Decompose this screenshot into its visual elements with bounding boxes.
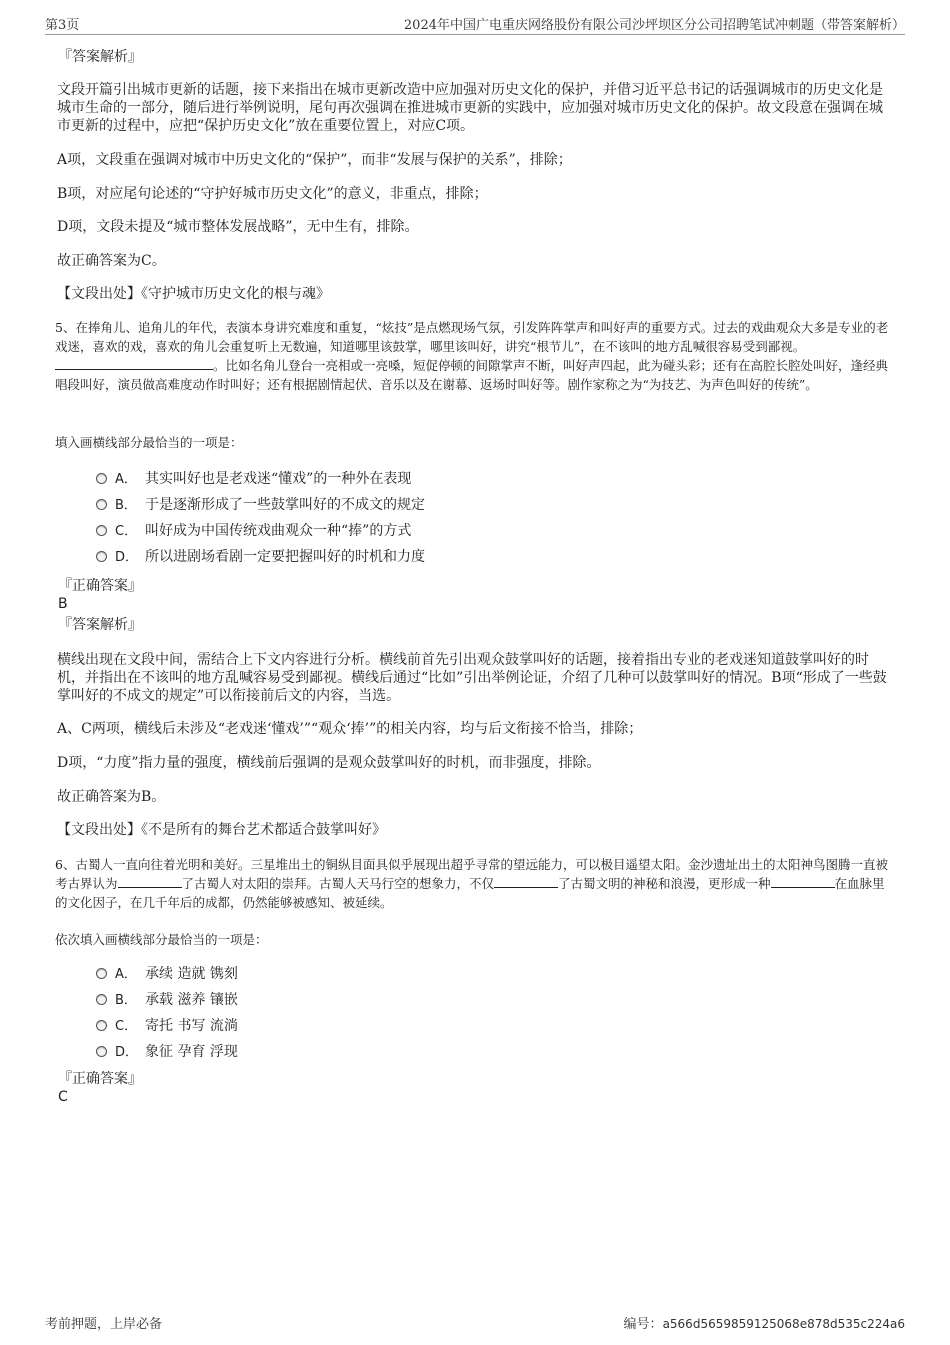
q5-option-d[interactable]: D． 所以进剧场看剧一定要把握叫好的时机和力度 [96, 548, 425, 567]
footer-code-value: a566d5659859125068e878d535c224a6 [662, 1317, 905, 1331]
document-title: 2024年中国广电重庆网络股份有限公司沙坪坝区分公司招聘笔试冲刺题（带答案解析） [403, 18, 905, 33]
q6-fill-blank-3 [771, 874, 835, 888]
q5-source: 【文段出处】《不是所有的舞台艺术都适合鼓掌叫好》 [57, 822, 386, 838]
q4-analysis-paragraph: 文段开篇引出城市更新的话题，接下来指出在城市更新改造中应加强对历史文化的保护，并借习近平总书记的话强调城市的历史文化是城市生命的一部分，随后进行举例说明，尾句再次强调在推进城市更新的实践中，应加强对城市历史文化的保护。故文段意在强调在城市更新的过程中，应把“保护历史文化”放在重要位置上，对应C项。 [57, 82, 883, 134]
q6-stem: 6、古蜀人一直向往着光明和美好。三星堆出土的铜纵目面具似乎展现出超乎寻常的望远能力，可以极目遥望太阳。金沙遗址出土的太阳神鸟图腾一直被考古界认为 了古蜀人对太阳的崇拜。古蜀人天马行空的想象力，不仅 了古蜀文明的神秘和浪漫，更形成一种 在血脉里的文化因子，在几千年后的成都，仍然能够被感知、被延续。 [55, 857, 888, 910]
q5-fill-blank [55, 356, 213, 370]
footer-code [624, 1313, 905, 1332]
q4-analysis-option-b: B项，对应尾句论述的“守护好城市历史文化”的意义，非重点，排除； [57, 186, 488, 202]
q6-option-b[interactable]: B． 承载 滋养 镶嵌 [96, 991, 238, 1010]
q6-option-c[interactable]: C． 寄托 书写 流淌 [96, 1017, 238, 1036]
q5-stem-before-blank: 5、在捧角儿、追角儿的年代，表演本身讲究难度和重复，“炫技”是点燃现场气氛，引发阵阵掌声和叫好声的重要方式。过去的戏曲观众大多是专业的老戏迷，喜欢的戏，喜欢的角儿会重复听上无数遍，知道哪里该鼓掌，哪里该叫好，讲究“根节儿”，在不该叫的地方乱喊很容易受到鄙视。 [55, 320, 889, 354]
q4-conclusion: 故正确答案为C。 [57, 253, 166, 269]
q6-answer-label: 『正确答案』 [58, 1071, 142, 1087]
q4-analysis-option-d: D项，文段未提及“城市整体发展战略”，无中生有，排除。 [57, 219, 419, 235]
radio-icon[interactable] [96, 1046, 107, 1057]
q5-conclusion: 故正确答案为B。 [57, 789, 166, 805]
radio-icon[interactable] [96, 551, 107, 562]
q6-fill-blank-2 [494, 874, 558, 888]
q5-stem [55, 318, 895, 394]
radio-icon[interactable] [96, 968, 107, 979]
q5-analysis-option-d: D项，“力度”指力量的强度，横线前后强调的是观众鼓掌叫好的时机，而非强度，排除。 [57, 755, 601, 771]
q5-option-c[interactable]: C． 叫好成为中国传统戏曲观众一种“捧”的方式 [96, 522, 411, 541]
radio-icon[interactable] [96, 1020, 107, 1031]
q6-option-d[interactable]: D． 象征 孕育 浮现 [96, 1043, 238, 1062]
footer-code-label: 编号： [623, 1317, 663, 1332]
radio-icon[interactable] [96, 525, 107, 536]
q5-analysis-paragraph: 横线出现在文段中间，需结合上下文内容进行分析。横线前首先引出观众鼓掌叫好的话题，接着指出专业的老戏迷知道鼓掌叫好的时机，并指出在不该叫的地方乱喊容易受到鄙视。横线后通过“比如”引出举例论证，介绍了几种可以鼓掌叫好的情况。B项“形成了一些鼓掌叫好的不成文的规定”可以衔接前后文的内容，当选。 [57, 652, 887, 704]
q6-fill-blank-1 [118, 874, 182, 888]
q5-prompt: 填入画横线部分最恰当的一项是： [55, 435, 243, 450]
q6-answer: C [58, 1089, 68, 1105]
q4-source: 【文段出处】《守护城市历史文化的根与魂》 [57, 286, 330, 302]
radio-icon[interactable] [96, 499, 107, 510]
q4-analysis-option-a: A项，文段重在强调对城市中历史文化的“保护”，而非“发展与保护的关系”，排除； [57, 152, 572, 168]
q5-analysis-label: 『答案解析』 [58, 617, 142, 633]
q5-stem-after-blank: 。比如名角儿登台一亮相或一亮嗓，短促停顿的间隙掌声不断，叫好声四起，此为碰头彩；还有在高腔长腔处叫好，逢经典唱段叫好，演员做高难度动作时叫好；还有根据剧情起伏、音乐以及在谢幕、返场时叫好等。剧作家称之为“为技艺、为声色叫好的传统”。 [55, 358, 889, 392]
q5-option-b[interactable]: B． 于是逐渐形成了一些鼓掌叫好的不成文的规定 [96, 496, 425, 515]
footer-slogan: 考前押题，上岸必备 [45, 1317, 163, 1332]
radio-icon[interactable] [96, 473, 107, 484]
radio-icon[interactable] [96, 994, 107, 1005]
q6-option-a[interactable]: A． 承续 造就 镌刻 [96, 965, 238, 984]
page-number: 第3页 [45, 18, 80, 33]
q6-prompt: 依次填入画横线部分最恰当的一项是： [55, 932, 268, 947]
q4-analysis-label: 『答案解析』 [58, 49, 142, 65]
q5-answer: B [58, 596, 68, 612]
q5-answer-label: 『正确答案』 [58, 578, 142, 594]
q5-analysis-option-ac: A、C两项，横线后未涉及“老戏迷‘懂戏’”“观众‘捧’”的相关内容，均与后文衔接不恰当，排除； [57, 721, 643, 737]
page-header [45, 14, 905, 35]
q5-option-a[interactable]: A． 其实叫好也是老戏迷“懂戏”的一种外在表现 [96, 470, 411, 489]
